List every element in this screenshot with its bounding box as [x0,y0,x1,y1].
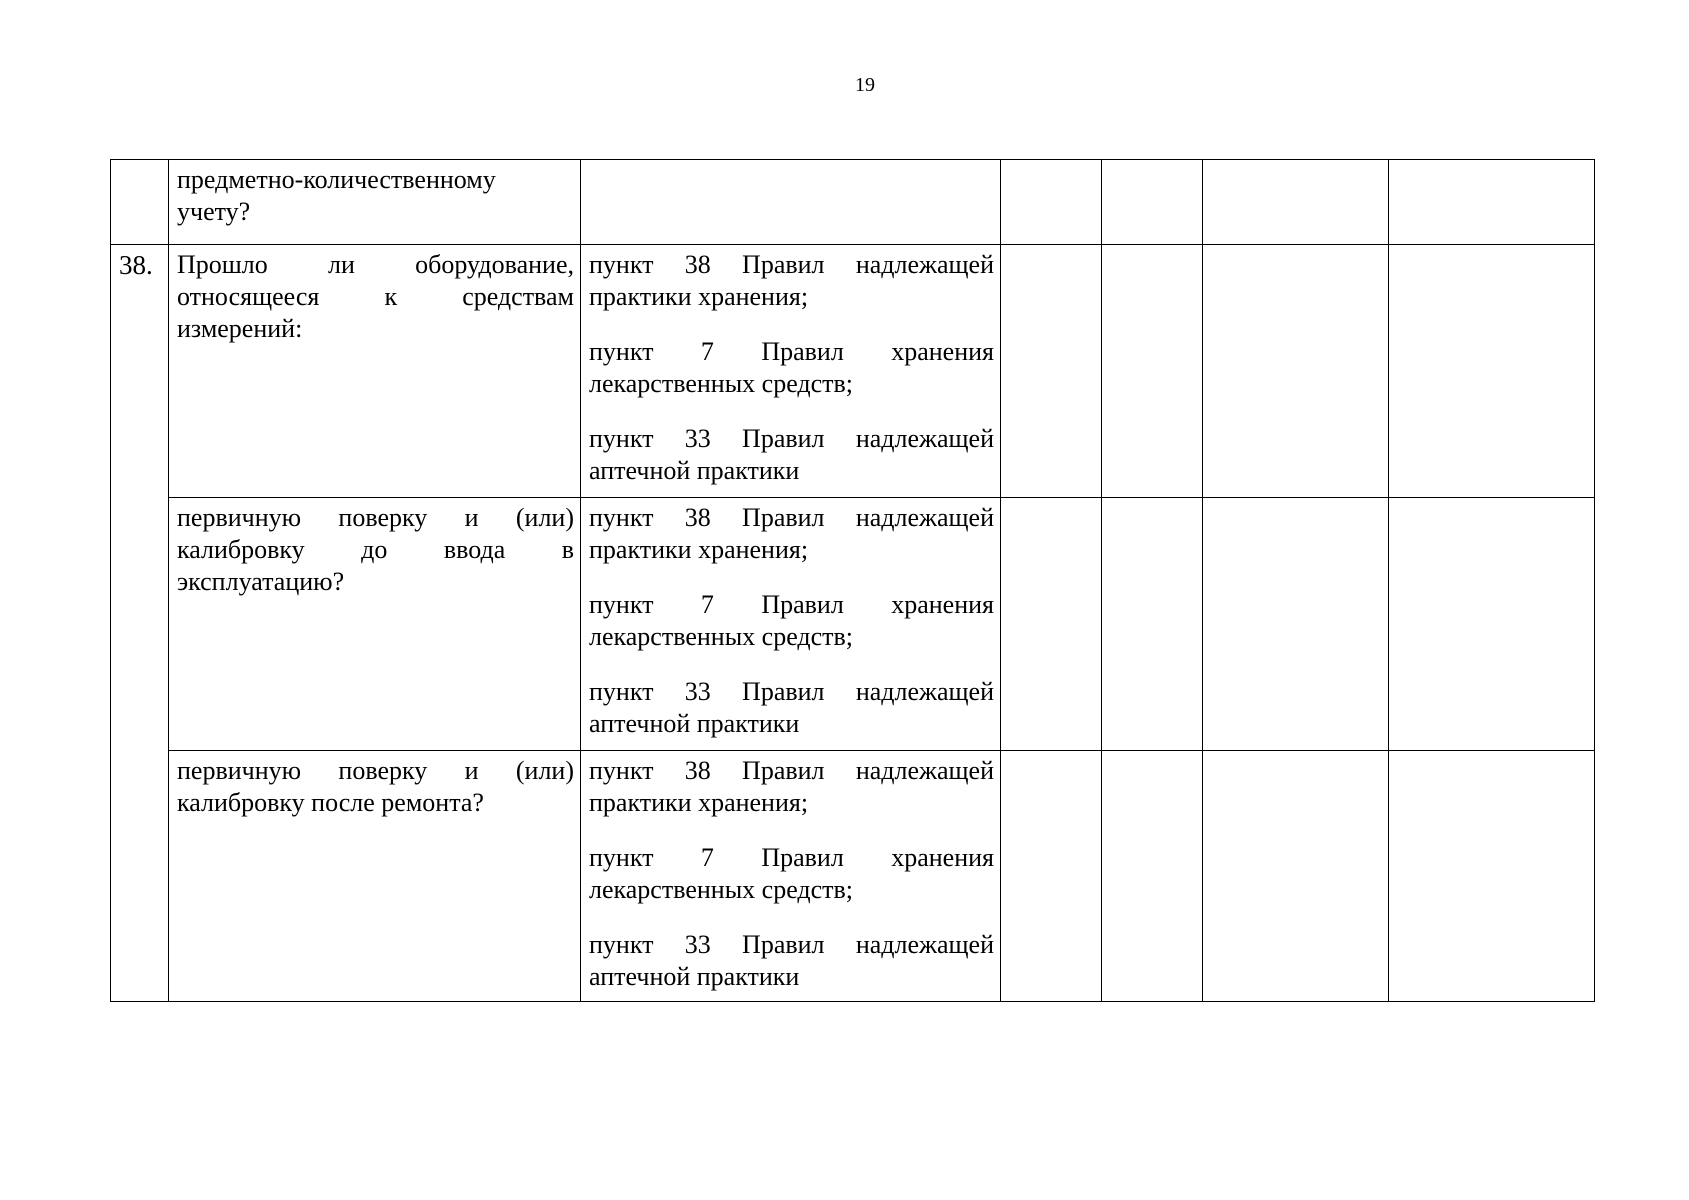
cell-number-empty [111,160,169,245]
cell-question: первичную поверку и (или) калибровку до ввода в эксплуатацию? [169,498,581,751]
cell-reference [581,498,1001,751]
reference-line: пункт 7 Правил хранения лекарственных средств; [589,590,994,651]
cell-note [1389,751,1595,1002]
cell-answer-yes [1001,245,1102,498]
cell-answer-no [1102,751,1203,1002]
table-row-subitem-2 [111,751,1595,1002]
reference-line: пункт 38 Правил надлежащей практики хранения; [589,756,994,817]
cell-note [1389,498,1595,751]
cell-answer-na [1203,498,1389,751]
cell-answer-yes [1001,160,1102,245]
cell-reference-empty [581,160,1001,245]
cell-note [1389,160,1595,245]
reference-line: пункт 33 Правил надлежащей аптечной практики [589,930,994,991]
cell-answer-na [1203,160,1389,245]
cell-question: первичную поверку и (или) калибровку после ремонта? [169,751,581,1002]
reference-line: пункт 38 Правил надлежащей практики хранения; [589,503,994,564]
page-number: 19 [855,74,875,96]
cell-item-number: 38. [111,245,169,1002]
cell-reference [581,751,1001,1002]
cell-question: предметно-количественному учету? [169,160,581,245]
reference-line: пункт 33 Правил надлежащей аптечной практики [589,424,994,485]
reference-line: пункт 38 Правил надлежащей практики хранения; [589,250,994,311]
cell-note [1389,245,1595,498]
table-row-item-38 [111,245,1595,498]
cell-answer-no [1102,498,1203,751]
cell-answer-yes [1001,751,1102,1002]
table-row-continuation [111,160,1595,245]
cell-question: Прошло ли оборудование, относящееся к средствам измерений: [169,245,581,498]
cell-answer-yes [1001,498,1102,751]
cell-answer-na [1203,751,1389,1002]
reference-line: пункт 33 Правил надлежащей аптечной практики [589,677,994,738]
reference-line: пункт 7 Правил хранения лекарственных средств; [589,337,994,398]
reference-line: пункт 7 Правил хранения лекарственных средств; [589,843,994,904]
cell-reference [581,245,1001,498]
table-row-subitem-1 [111,498,1595,751]
cell-answer-no [1102,245,1203,498]
cell-answer-no [1102,160,1203,245]
cell-answer-na [1203,245,1389,498]
checklist-table [110,159,1595,1002]
